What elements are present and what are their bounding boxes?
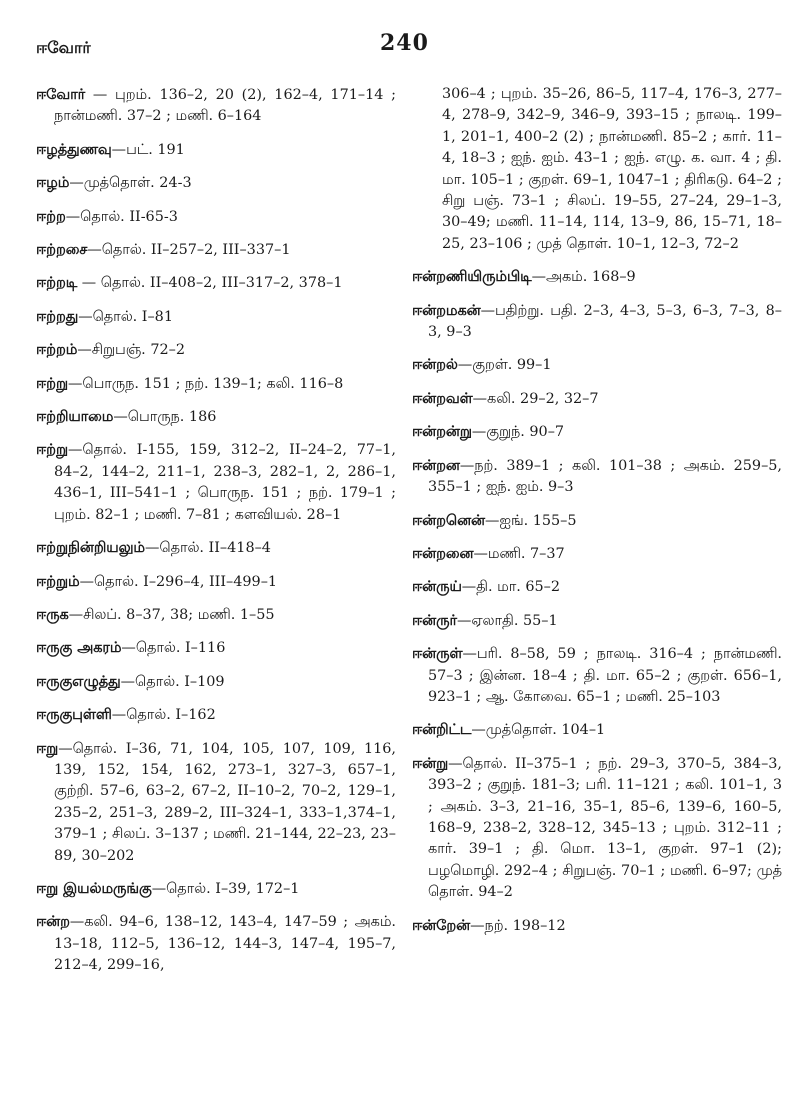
entry-references: —கலி. 94–6, 138–12, 143–4, 147–59 ; அகம். 13–18, 112–5, 136–12, 144–3, 147–4, 195–7, 212–4, 299–16,	[54, 914, 396, 974]
left-column	[36, 84, 396, 988]
index-entry	[412, 610, 782, 632]
entry-references: —பரி. 8–58, 59 ; நாலடி. 316–4 ; நான்மணி. 57–3 ; இன்ன. 18–4 ; தி. மா. 65–2 ; குறள். 656–1, 923–1 ; ஆ. கோவை. 65–1 ; மணி. 25–103	[428, 646, 782, 705]
entry-references: —அகம். 168–9	[531, 269, 636, 286]
entry-headword: ஈன்ருர்	[412, 611, 457, 629]
index-entry	[412, 543, 782, 565]
index-entry	[36, 139, 396, 161]
entry-references: —தொல். I–39, 172–1	[151, 880, 300, 897]
entry-references: —கலி. 29–2, 32–7	[472, 390, 599, 407]
index-entry	[36, 537, 396, 559]
entry-headword: ஈன்றனென்	[412, 511, 486, 529]
entry-headword: ஈவோர்	[36, 86, 86, 103]
index-entry	[36, 878, 396, 900]
index-entry	[412, 266, 782, 288]
entry-headword: ஈற்றது	[36, 307, 79, 325]
entry-headword: ஈன்றேன்	[412, 916, 471, 934]
entry-references: —பதிற்று. பதி. 2–3, 4–3, 5–3, 6–3, 7–3, 8–3, 9–3	[428, 302, 782, 341]
entry-references: —நற். 198–12	[470, 917, 566, 934]
index-entry	[412, 753, 782, 904]
entry-headword: ஈன்றன்று	[412, 423, 472, 441]
entry-references: —தி. மா. 65–2	[461, 579, 561, 596]
entry-references: —நற். 389–1 ; கலி. 101–38 ; அகம். 259–5, 355–1 ; ஐந். ஐம். 9–3	[428, 457, 782, 496]
entry-references: —பொருந. 186	[113, 409, 217, 426]
entry-headword: ஈற்றம்	[36, 341, 78, 359]
index-entry	[36, 911, 396, 976]
entry-references: —குறள். 99–1	[457, 357, 552, 374]
entry-headword: ஈன்றமகன்	[412, 301, 481, 319]
entry-references: —பட். 191	[111, 141, 185, 158]
index-entry	[36, 671, 396, 693]
index-entry	[36, 704, 396, 726]
index-entry	[36, 439, 396, 526]
page-number: 240	[380, 30, 429, 56]
entry-references: —தொல். II–418–4	[144, 540, 271, 557]
entry-references: — புறம். 136–2, 20 (2), 162–4, 171–14 ; நான்மணி. 37–2 ; மணி. 6–164	[54, 87, 396, 125]
entry-headword: ஈன்ருள்	[412, 645, 463, 663]
index-entry	[36, 604, 396, 626]
entry-references: —தொல். II-65-3	[65, 208, 178, 225]
index-entry	[36, 571, 396, 593]
entry-headword: ஈன்றல்	[412, 356, 458, 374]
entry-headword: ஈழம்	[36, 174, 70, 192]
entry-headword: ஈன்றனை	[412, 544, 474, 562]
index-entry	[36, 306, 396, 328]
entry-references: —தொல். I-155, 159, 312–2, II–24–2, 77–1, 84–2, 144–2, 211–1, 238–3, 282–1, 2, 286–1, 436–1, III–541–1 ; பொருந. 151 ; நற். 179–1 ; புறம். 82–1 ; மணி. 7–81 ; களவியல். 28–1	[54, 442, 396, 523]
entry-headword: ஈன்றன	[412, 456, 460, 474]
entry-headword: ஈற்றியாமை	[36, 408, 114, 426]
entry-headword: ஈருகுஎழுத்து	[36, 672, 121, 690]
right-column	[412, 84, 782, 948]
entry-headword: ஈன்றணியிரும்பிடி	[412, 268, 532, 286]
index-entry	[412, 915, 782, 937]
index-entry	[36, 406, 396, 428]
index-entry	[36, 172, 396, 194]
entry-headword: ஈன்று	[412, 754, 449, 772]
index-entry	[412, 719, 782, 741]
index-entry	[412, 421, 782, 443]
index-entry	[412, 300, 782, 344]
index-entry	[412, 643, 782, 708]
entry-references: —ஏலாதி. 55–1	[456, 612, 558, 629]
index-entry	[36, 373, 396, 395]
index-entry	[412, 510, 782, 532]
entry-references: — தொல். II–408–2, III–317–2, 378–1	[77, 275, 343, 292]
continued-entry: 306–4 ; புறம். 35–26, 86–5, 117–4, 176–3, 277–4, 278–9, 342–9, 346–9, 393–15 ; நாலடி. 199–1, 201–1, 400–2 (2) ; நான்மணி. 85–2 ; கார். 11–4, 18–3 ; ஐந். ஐம். 43–1 ; ஐந். எழு. க. வா. 4 ; தி. மா. 105–1 ; குறள். 69–1, 1047–1 ; திரிகடு. 64–2 ; சிறு பஞ். 73–1 ; சிலப். 19–55, 27–24, 29–1–3, 30–49; மணி. 11–14, 114, 13–9, 86, 15–71, 18–25, 23–106 ; முத் தொள். 10–1, 12–3, 72–2	[442, 86, 782, 252]
entry-references: —குறுந். 90–7	[471, 424, 565, 441]
entry-references: —தொல். I–81	[78, 308, 173, 325]
entry-references: —தொல். I–162	[111, 707, 216, 724]
entry-headword: ஈற்று	[36, 441, 68, 459]
index-entry	[412, 354, 782, 376]
entry-headword: ஈற்ற	[36, 207, 66, 225]
index-entry	[36, 84, 396, 128]
index-entry	[36, 206, 396, 228]
entry-headword: ஈற்றடி	[36, 274, 78, 292]
index-entry	[412, 388, 782, 410]
entry-references: —பொருந. 151 ; நற். 139–1; கலி. 116–8	[67, 375, 344, 392]
entry-headword: ஈன்றிட்ட	[412, 721, 472, 739]
entry-headword: ஈறு இயல்மருங்கு	[36, 879, 152, 897]
entry-references: —சிலப். 8–37, 38; மணி. 1–55	[68, 606, 275, 623]
index-entry	[412, 576, 782, 598]
entry-references: —தொல். I–36, 71, 104, 105, 107, 109, 116, 139, 152, 154, 162, 273–1, 327–3, 657–1, குற்றி. 57–6, 63–2, 67–2, II–10–2, 70–2, 129–1, 235–2, 251–3, 289–2, III–324–1, 333–1,374–1, 379–1 ; சிலப். 3–137 ; மணி. 21–144, 22–23, 23–89, 30–202	[54, 740, 396, 864]
entry-headword: ஈருக	[36, 605, 69, 623]
index-entry	[36, 339, 396, 361]
entry-headword: ஈன்றவள்	[412, 389, 473, 407]
entry-headword: ஈன்ற	[36, 913, 70, 931]
entry-headword: ஈற்று	[36, 374, 68, 392]
entry-references: —சிறுபஞ். 72–2	[77, 342, 185, 359]
entry-references: —முத்தொள். 24-3	[69, 175, 192, 192]
index-entry	[412, 455, 782, 499]
entry-headword: ஈருகு அகரம்	[36, 639, 122, 657]
index-entry	[36, 637, 396, 659]
entry-references: —தொல். II–257–2, III–337–1	[87, 242, 291, 259]
entry-references: —தொல். I–116	[121, 640, 226, 657]
entry-references: —ஐங். 155–5	[485, 512, 577, 529]
entry-references: —தொல். I–109	[120, 673, 225, 690]
entry-references: —மணி. 7–37	[473, 545, 565, 562]
entry-headword: ஈற்றும்	[36, 572, 80, 590]
entry-headword: ஈற்றுநின்றியலும்	[36, 539, 145, 557]
entry-headword: ஈறு	[36, 739, 59, 757]
entry-references: —தொல். II–375–1 ; நற். 29–3, 370–5, 384–3, 393–2 ; குறுந். 181–3; பரி. 11–121 ; கலி. 101–1, 3 ; அகம். 3–3, 21–16, 35–1, 85–6, 139–6, 160–5, 168–9, 238–2, 328–12, 345–13 ; புறம். 312–11 ; கார். 39–1 ; தி. மொ. 13–1, குறள். 97–1 (2); பழமொழி. 292–4 ; சிறுபஞ். 70–1 ; மணி. 6–97; முத் தொள். 94–2	[428, 755, 782, 901]
entry-headword: ஈருகுபுள்ளி	[36, 706, 112, 724]
entry-references: —தொல். I–296–4, III–499–1	[79, 573, 278, 590]
index-entry	[36, 272, 396, 294]
entry-references: —முத்தொள். 104–1	[471, 722, 606, 739]
entry-headword: ஈற்றசை	[36, 241, 88, 259]
entry-headword: ஈன்ருய்	[412, 578, 462, 596]
running-head: ஈவோர்	[36, 38, 91, 57]
entry-headword: ஈழத்துணவு	[36, 140, 112, 158]
index-entry	[36, 239, 396, 261]
index-entry	[36, 738, 396, 867]
